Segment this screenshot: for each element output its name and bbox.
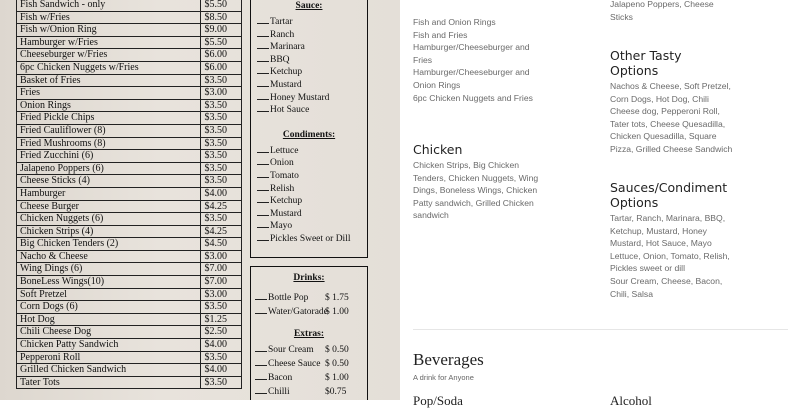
order-item-row <box>17 124 242 137</box>
condiments-item: Lettuce <box>270 145 299 156</box>
order-item-row <box>17 225 242 238</box>
alcohol-heading: Alcohol <box>610 393 652 408</box>
order-item-price: $5.50 <box>201 36 242 49</box>
order-item-price: $9.00 <box>201 24 242 37</box>
sauces-title-line: Sauces/Condiment <box>610 180 728 195</box>
condiments-item: Mustard <box>270 208 302 219</box>
order-item-row <box>17 11 242 24</box>
sauce-item: BBQ <box>270 54 290 65</box>
beverages-title: Beverages <box>413 350 484 369</box>
order-item-price: $3.00 <box>201 250 242 263</box>
order-item-row <box>17 376 242 389</box>
order-item-price: $7.00 <box>201 263 242 276</box>
drinks-heading: Drinks: <box>293 273 325 283</box>
order-item-row <box>17 364 242 377</box>
extras-item-name: Sour Cream <box>268 345 314 355</box>
check-blank-line <box>257 40 269 49</box>
order-sheet-photo <box>0 0 400 400</box>
other-tasty-description <box>610 80 795 156</box>
check-blank-line <box>257 28 269 37</box>
order-item-row <box>17 175 242 188</box>
combo-line: Fish and Fries <box>413 29 468 40</box>
check-blank-line <box>257 219 269 228</box>
check-blank-line <box>257 65 269 74</box>
order-item-name: Onion Rings <box>17 99 201 112</box>
order-item-name: Fries <box>17 87 201 100</box>
chicken-line: Chicken Strips, Big Chicken <box>413 160 520 170</box>
check-blank-line <box>255 305 267 314</box>
order-item-row <box>17 137 242 150</box>
order-item-name: Cheese Sticks (4) <box>17 175 201 188</box>
order-item-name: Chili Cheese Dog <box>17 326 201 339</box>
chicken-line: sandwich <box>413 210 449 221</box>
check-blank-line <box>257 103 269 112</box>
order-item-name: Fish w/Onion Ring <box>17 24 201 37</box>
order-item-price: $4.25 <box>201 225 242 238</box>
order-item-price: $3.50 <box>201 213 242 226</box>
order-item-name: Tater Tots <box>17 376 201 389</box>
chicken-title: Chicken <box>413 142 463 157</box>
condiments-item: Pickles Sweet or Dill <box>270 233 351 244</box>
condiments-heading: Condiments: <box>282 129 336 140</box>
extras-row <box>251 371 367 385</box>
order-item-name: Fried Cauliflower (8) <box>17 124 201 137</box>
sauce-row <box>251 53 367 66</box>
sauces-line: Pickles sweet or dill <box>610 263 685 274</box>
order-item-row <box>17 351 242 364</box>
other-tasty-line: Chicken Quesadilla, Square <box>610 131 717 142</box>
check-blank-line <box>255 371 267 380</box>
sauce-row <box>251 28 367 41</box>
check-blank-line <box>257 156 269 165</box>
order-item-name: Fried Mushrooms (8) <box>17 137 201 150</box>
order-item-name: Chicken Strips (4) <box>17 225 201 238</box>
chicken-line: Tenders, Chicken Nuggets, Wing <box>413 172 539 183</box>
order-item-row <box>17 288 242 301</box>
condiments-row <box>251 207 367 220</box>
sauce-item: Mustard <box>270 79 302 90</box>
order-item-price: $3.50 <box>201 137 242 150</box>
chicken-description <box>413 159 598 222</box>
combo-line: Fish and Onion Rings <box>413 17 496 27</box>
drinks-item <box>255 305 333 319</box>
order-item-price: $3.50 <box>201 376 242 389</box>
sauce-row <box>251 15 367 28</box>
sauce-heading: Sauce: <box>295 1 323 11</box>
extras-item-price: $ 0.50 <box>325 359 349 369</box>
order-item-name: Basket of Fries <box>17 74 201 87</box>
order-item-price: $3.50 <box>201 301 242 314</box>
order-item-name: Chicken Patty Sandwich <box>17 339 201 352</box>
sauce-item: Ketchup <box>270 67 303 78</box>
pop-soda-heading: Pop/Soda <box>413 393 463 408</box>
other-tasty-line: Cheese dog, Pepperoni Roll, <box>610 106 720 117</box>
order-item-name: Wing Dings (6) <box>17 263 201 276</box>
order-item-name: Cheese Burger <box>17 200 201 213</box>
check-blank-line <box>257 169 269 178</box>
drinks-extras-box <box>250 266 368 400</box>
check-blank-line <box>257 232 269 241</box>
extras-row <box>251 385 367 399</box>
beverages-subtitle: A drink for Anyone <box>413 373 474 382</box>
order-item-price: $4.00 <box>201 339 242 352</box>
order-item-name: Chicken Nuggets (6) <box>17 213 201 226</box>
other-tasty-line: Tater tots, Cheese Quesadilla, <box>610 118 726 129</box>
extras-row <box>251 357 367 371</box>
check-blank-line <box>255 343 267 352</box>
order-item-price: $4.50 <box>201 238 242 251</box>
condiments-item: Tomato <box>270 170 299 181</box>
check-blank-line <box>255 357 267 366</box>
order-item-price: $3.50 <box>201 351 242 364</box>
sauce-row <box>251 91 367 104</box>
condiments-item: Mayo <box>270 221 293 232</box>
sauces-line: Mustard, Hot Sauce, Mayo <box>610 238 712 249</box>
order-item-name: Hamburger w/Fries <box>17 36 201 49</box>
sauce-row <box>251 78 367 91</box>
sauce-item: Ranch <box>270 29 295 40</box>
order-item-price: $1.25 <box>201 313 242 326</box>
order-item-name: 6pc Chicken Nuggets w/Fries <box>17 61 201 74</box>
extras-item <box>255 343 333 357</box>
order-item-name: Hot Dog <box>17 313 201 326</box>
sauces-line: Ketchup, Mustard, Honey <box>610 225 707 236</box>
extras-item-name: Bacon <box>268 373 293 383</box>
other-tasty-title-line: Options <box>610 63 659 78</box>
sauces-title-line: Options <box>610 195 659 210</box>
condiments-row <box>251 182 367 195</box>
drinks-item <box>255 291 333 305</box>
order-item-name: Hamburger <box>17 187 201 200</box>
extras-item-price: $ 0.50 <box>325 345 349 355</box>
combo-list <box>413 16 598 104</box>
extras-item <box>255 371 333 385</box>
order-item-price: $4.25 <box>201 200 242 213</box>
order-item-price: $2.50 <box>201 326 242 339</box>
order-item-row <box>17 24 242 37</box>
order-item-row <box>17 313 242 326</box>
chicken-line: Patty sandwich, Grilled Chicken <box>413 197 534 208</box>
extras-item <box>255 357 333 371</box>
order-item-price: $3.50 <box>201 74 242 87</box>
sauces-title <box>610 180 727 210</box>
check-blank-line <box>257 194 269 203</box>
check-blank-line <box>255 385 267 394</box>
order-item-row <box>17 187 242 200</box>
sauces-line: Lettuce, Onion, Tomato, Relish, <box>610 250 730 261</box>
check-blank-line <box>257 15 269 24</box>
order-item-row <box>17 87 242 100</box>
order-item-price: $3.00 <box>201 87 242 100</box>
sauces-line: Chili, Salsa <box>610 288 653 299</box>
sauces-description <box>610 212 795 300</box>
order-item-name: Cheeseburger w/Fries <box>17 49 201 62</box>
order-item-price: $3.50 <box>201 162 242 175</box>
order-item-name: Corn Dogs (6) <box>17 301 201 314</box>
order-item-price: $3.50 <box>201 124 242 137</box>
condiments-item: Onion <box>270 158 294 169</box>
check-blank-line <box>257 207 269 216</box>
sauce-row <box>251 65 367 78</box>
condiments-row <box>251 144 367 157</box>
order-item-name: Fried Zucchini (6) <box>17 150 201 163</box>
order-item-row <box>17 339 242 352</box>
appetizer-list <box>610 0 795 23</box>
section-divider <box>413 329 788 330</box>
order-item-name: Fried Pickle Chips <box>17 112 201 125</box>
order-item-row <box>17 61 242 74</box>
order-item-price: $4.00 <box>201 364 242 377</box>
order-price-table <box>16 0 242 389</box>
other-tasty-line: Corn Dogs, Hot Dog, Chili <box>610 93 709 104</box>
extras-heading: Extras: <box>293 329 325 339</box>
order-item-name: Soft Pretzel <box>17 288 201 301</box>
check-blank-line <box>257 53 269 62</box>
extras-row <box>251 343 367 357</box>
combo-line: Hamburger/Cheeseburger and <box>413 42 530 53</box>
order-item-name: Fish Sandwich - only <box>17 0 201 11</box>
other-tasty-title-line: Other Tasty <box>610 48 682 63</box>
order-item-name: Nacho & Cheese <box>17 250 201 263</box>
order-item-row <box>17 74 242 87</box>
other-tasty-line: Pizza, Grilled Cheese Sandwich <box>610 143 733 154</box>
order-item-name: Big Chicken Tenders (2) <box>17 238 201 251</box>
condiments-row <box>251 194 367 207</box>
sauce-row <box>251 40 367 53</box>
sauces-line: Sour Cream, Cheese, Bacon, <box>610 275 723 286</box>
combo-line: Hamburger/Cheeseburger and <box>413 67 530 78</box>
drinks-item-name: Water/Gatorade <box>268 307 328 317</box>
check-blank-line <box>255 291 267 300</box>
order-item-price: $3.50 <box>201 175 242 188</box>
order-item-name: BoneLess Wings(10) <box>17 276 201 289</box>
order-item-price: $3.50 <box>201 112 242 125</box>
order-item-row <box>17 162 242 175</box>
order-item-row <box>17 276 242 289</box>
combo-line: Onion Rings <box>413 79 461 90</box>
order-item-row <box>17 263 242 276</box>
order-item-row <box>17 326 242 339</box>
website-menu <box>400 0 800 408</box>
sauce-item: Tartar <box>270 17 293 27</box>
order-item-name: Grilled Chicken Sandwich <box>17 364 201 377</box>
order-item-price: $3.50 <box>201 99 242 112</box>
condiments-row <box>251 156 367 169</box>
other-tasty-line: Nachos & Cheese, Soft Pretzel, <box>610 81 731 91</box>
order-item-price: $4.00 <box>201 187 242 200</box>
extras-item-name: Cheese Sauce <box>268 359 321 369</box>
drinks-row <box>251 291 367 305</box>
sauce-item: Honey Mustard <box>270 92 330 103</box>
order-item-row <box>17 301 242 314</box>
order-item-row <box>17 99 242 112</box>
sauce-item: Marinara <box>270 42 305 53</box>
condiments-row <box>251 169 367 182</box>
drinks-row <box>251 305 367 319</box>
extras-item-price: $0.75 <box>325 387 347 397</box>
check-blank-line <box>257 144 269 153</box>
order-item-price: $6.00 <box>201 49 242 62</box>
extras-item <box>255 385 333 399</box>
extras-item-price: $ 1.00 <box>325 373 349 383</box>
check-blank-line <box>257 91 269 100</box>
check-blank-line <box>257 78 269 87</box>
order-item-row <box>17 150 242 163</box>
chicken-line: Dings, Boneless Wings, Chicken <box>413 185 538 196</box>
order-item-row <box>17 36 242 49</box>
appetizer-line: Jalapeno Poppers, Cheese <box>610 0 714 9</box>
sauce-row <box>251 103 367 116</box>
order-item-row <box>17 112 242 125</box>
extras-item-name: Chilli <box>268 387 290 397</box>
combo-line: Fries <box>413 54 433 65</box>
condiments-row <box>251 232 367 245</box>
sauce-item: Hot Sauce <box>270 105 310 116</box>
other-tasty-title <box>610 48 682 78</box>
order-item-row <box>17 250 242 263</box>
appetizer-line: Sticks <box>610 11 633 22</box>
drinks-item-price: $ 1.00 <box>325 307 349 317</box>
condiments-item: Ketchup <box>270 196 303 207</box>
order-item-row <box>17 49 242 62</box>
order-item-name: Pepperoni Roll <box>17 351 201 364</box>
order-item-price: $5.50 <box>201 0 242 11</box>
order-item-price: $7.00 <box>201 276 242 289</box>
drinks-item-name: Bottle Pop <box>268 293 309 303</box>
order-item-name: Jalapeno Poppers (6) <box>17 162 201 175</box>
condiments-item: Relish <box>270 183 295 194</box>
order-item-row <box>17 200 242 213</box>
order-item-price: $3.00 <box>201 288 242 301</box>
sauce-condiments-box <box>250 0 368 258</box>
condiments-row <box>251 219 367 232</box>
order-item-price: $6.00 <box>201 61 242 74</box>
order-item-row <box>17 213 242 226</box>
order-item-name: Fish w/Fries <box>17 11 201 24</box>
combo-line: 6pc Chicken Nuggets and Fries <box>413 92 533 103</box>
order-item-row <box>17 0 242 11</box>
drinks-item-price: $ 1.75 <box>325 293 349 303</box>
sauces-line: Tartar, Ranch, Marinara, BBQ, <box>610 213 726 223</box>
check-blank-line <box>257 182 269 191</box>
order-item-row <box>17 238 242 251</box>
order-item-price: $8.50 <box>201 11 242 24</box>
order-item-price: $3.50 <box>201 150 242 163</box>
